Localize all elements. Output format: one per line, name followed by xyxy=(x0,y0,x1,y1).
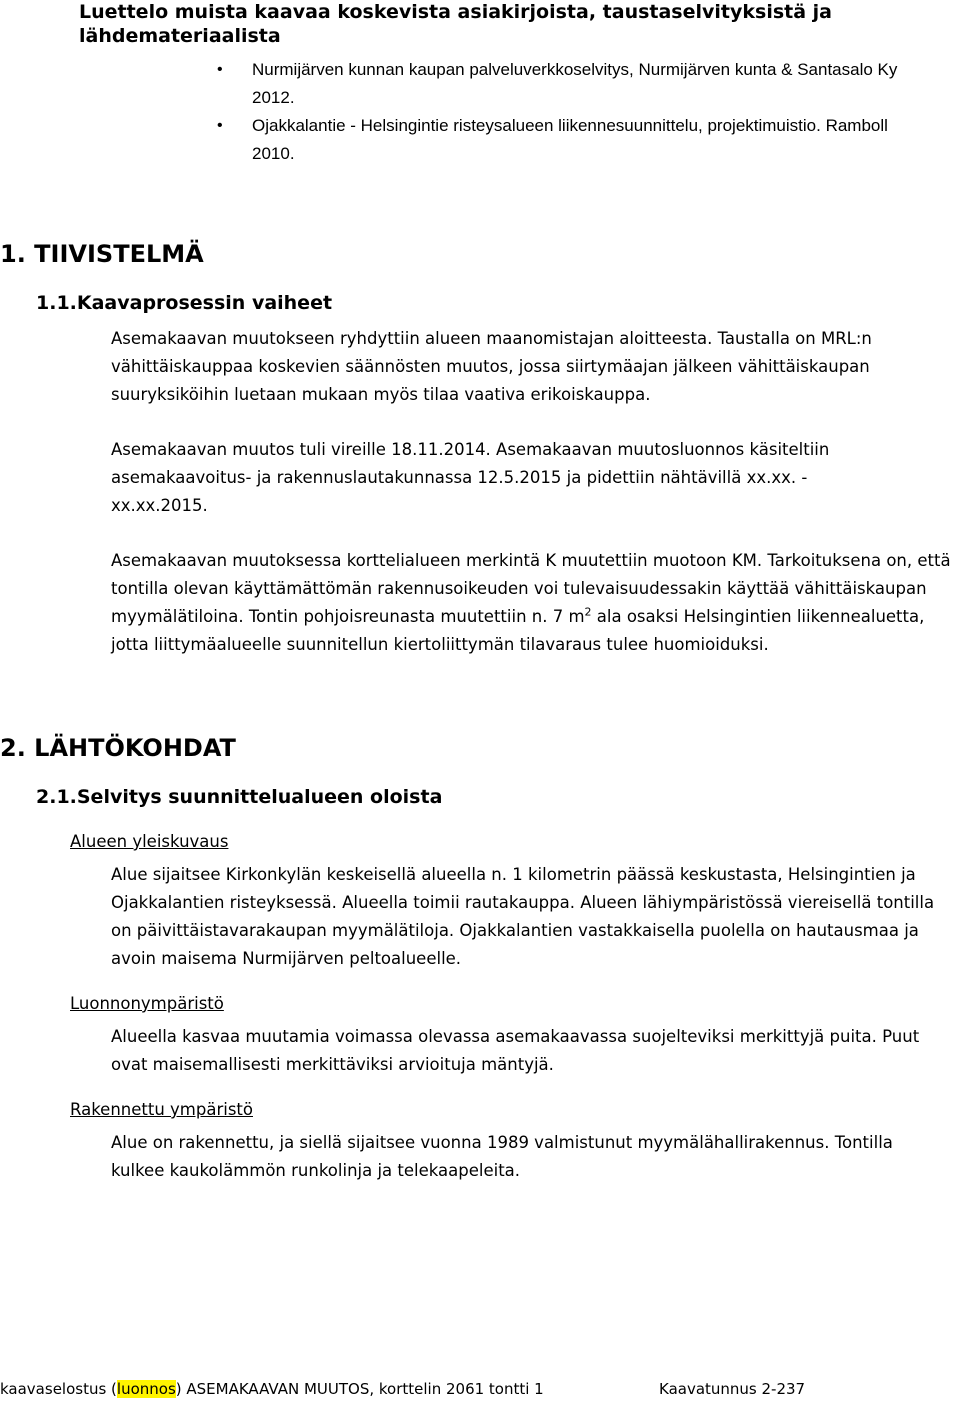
built-environment-heading: Rakennettu ympäristö xyxy=(70,1100,253,1119)
section-2-1-title: 2.1.Selvitys suunnittelualueen oloista xyxy=(36,786,443,808)
superscript-2: 2 xyxy=(584,605,592,619)
draft-highlight: luonnos xyxy=(116,1380,176,1398)
footer-suffix: ) ASEMAKAAVAN MUUTOS, korttelin 2061 tontti 1 xyxy=(175,1380,544,1398)
built-environment-text: Alue on rakennettu, ja siellä sijaitsee vuonna 1989 valmistunut myymälähallirakennus. Tontilla kulkee kaukolämmön runkolinja ja telekaapeleita. xyxy=(111,1133,893,1180)
references-list xyxy=(0,56,960,168)
section-1-paragraph-3 xyxy=(111,547,956,659)
paragraph-3-text-b: ala osaksi Helsingintien liikennealuetta, jotta liittymäalueelle suunnitellun kiertoliittymän tilavaraus tulee huomioiduksi. xyxy=(111,607,925,654)
footer-left xyxy=(0,1380,544,1398)
footer-prefix: kaavaselostus ( xyxy=(0,1380,117,1398)
section-1-paragraph-2: Asemakaavan muutos tuli vireille 18.11.2014. Asemakaavan muutosluonnos käsiteltiin asemakaavoitus- ja rakennuslautakunnassa 12.5.2015 ja pidettiin nähtävillä xx.xx. - xx.xx.2015. xyxy=(111,440,830,515)
plan-code: Kaavatunnus 2-237 xyxy=(659,1380,806,1398)
section-1-1-title: 1.1.Kaavaprosessin vaiheet xyxy=(36,292,333,314)
nature-heading: Luonnonympäristö xyxy=(70,994,224,1013)
paragraph-3-text-a: Asemakaavan muutoksessa korttelialueen merkintä K muutettiin muotoon KM. Tarkoituksena on, että tontilla olevan käyttämättömän rakennusoikeuden voi tulevaisuudessakin käyttää vähittäiskaupan myymälätiloina. Tontin pohjoisreunasta muutettiin n. 7 m xyxy=(111,551,951,626)
reference-item: • Ojakkalantie - Helsingintie risteysalueen liikennesuunnittelu, projektimuistio. Ramboll 2010. xyxy=(0,112,912,168)
area-overview-text: Alue sijaitsee Kirkonkylän keskeisellä alueella n. 1 kilometrin päässä keskustasta, Helsingintien ja Ojakkalantien risteyksessä. Alueella toimii rautakauppa. Alueen lähiympäristössä viereisellä tontilla on päivittäistavarakaupan myymälätiloja. Ojakkalantien vastakkaisella puolella on hautausmaa ja avoin maisema Nurmijärven peltoalueelle. xyxy=(111,865,935,968)
section-1-paragraph-1: Asemakaavan muutokseen ryhdyttiin alueen maanomistajan aloitteesta. Taustalla on MRL:n vähittäiskauppaa koskevien säännösten muutos, jossa siirtymäajan jälkeen vähittäiskaupan suuryksiköihin luetaan mukaan myös tilaa vaativa erikoiskauppa. xyxy=(111,329,872,404)
nature-text: Alueella kasvaa muutamia voimassa olevassa asemakaavassa suojelteviksi merkittyjä puita. Puut ovat maisemallisesti merkittäviksi arvioituja mäntyjä. xyxy=(111,1027,920,1074)
reference-item: • Nurmijärven kunnan kaupan palveluverkkoselvitys, Nurmijärven kunta & Santasalo Ky 2012. xyxy=(0,56,912,112)
area-overview-heading: Alueen yleiskuvaus xyxy=(70,832,229,851)
references-heading: Luettelo muista kaavaa koskevista asiakirjoista, taustaselvityksistä ja lähdemateriaalista xyxy=(79,1,833,47)
section-1-title: 1. TIIVISTELMÄ xyxy=(0,240,204,268)
section-2-title: 2. LÄHTÖKOHDAT xyxy=(0,734,236,762)
